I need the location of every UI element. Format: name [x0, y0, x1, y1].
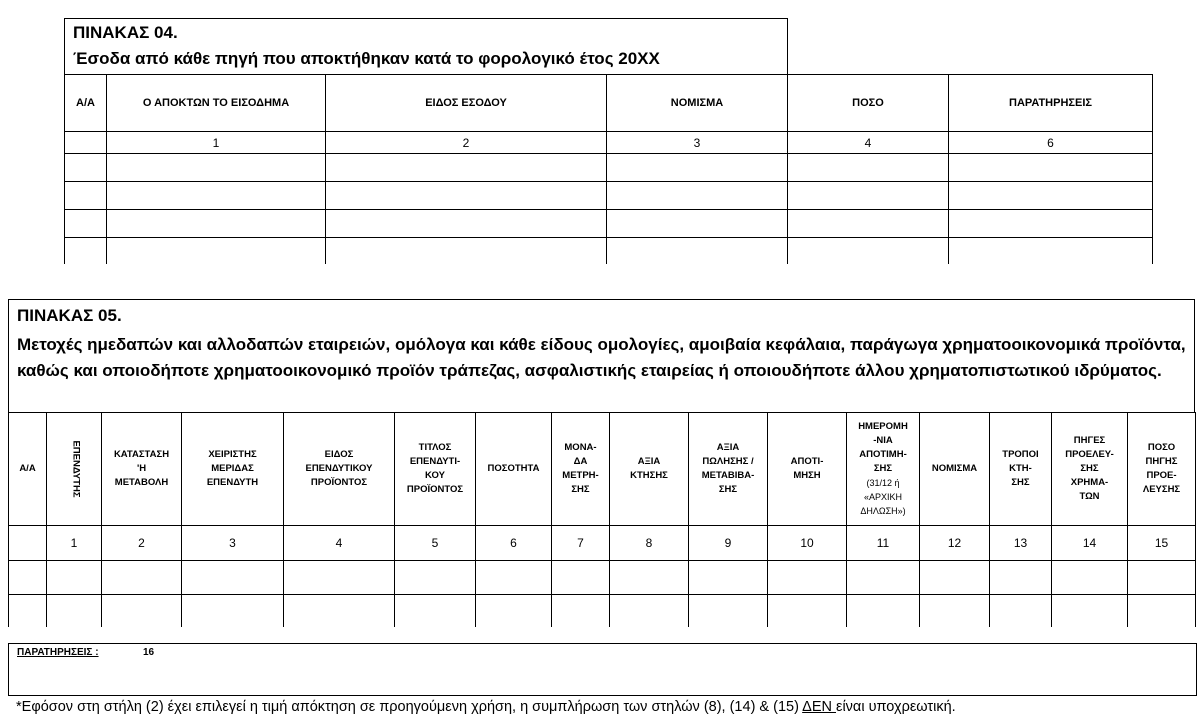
footnote-text-end: είναι υποχρεωτική.	[836, 699, 956, 715]
table04-subtitle: Έσοδα από κάθε πηγή που αποκτήθηκαν κατά το φορολογικό έτος 20ΧΧ	[73, 49, 660, 68]
table04-title-box	[64, 18, 788, 75]
table04-header-row	[65, 75, 1153, 132]
table05-cell[interactable]	[47, 561, 102, 595]
table04-col-number	[65, 132, 107, 154]
table05-cell[interactable]	[847, 595, 920, 628]
table05-cell[interactable]	[1052, 561, 1128, 595]
table04-row	[65, 210, 1153, 238]
table05-header-date-note: (31/12 ή «ΑΡΧΙΚΗ ΔΗΛΩΣΗ»)	[860, 478, 906, 516]
table05-cell[interactable]	[9, 561, 47, 595]
table04-row	[65, 238, 1153, 265]
table04-cell[interactable]	[65, 210, 107, 238]
table04	[64, 74, 1153, 264]
table05-number-row	[9, 526, 1196, 561]
table05-cell[interactable]	[768, 595, 847, 628]
table05-col-number: 15	[1128, 526, 1196, 561]
table05-header-date	[847, 413, 920, 526]
table05-title-box	[8, 299, 1195, 412]
table05-header: ΧΕΙΡΙΣΤΗΣ ΜΕΡΙΔΑΣ ΕΠΕΝΔΥΤΗ	[182, 413, 284, 526]
table04-cell[interactable]	[788, 182, 949, 210]
table05-cell[interactable]	[1128, 561, 1196, 595]
table04-cell[interactable]	[65, 154, 107, 182]
table05-col-number: 5	[395, 526, 476, 561]
table05-header: Α/Α	[9, 413, 47, 526]
table04-header: ΝΟΜΙΣΜΑ	[607, 75, 788, 132]
table05-cell[interactable]	[476, 595, 552, 628]
table05	[8, 412, 1196, 627]
table05-cell[interactable]	[552, 595, 610, 628]
table05-cell[interactable]	[395, 595, 476, 628]
table05-cell[interactable]	[9, 595, 47, 628]
table04-cell[interactable]	[607, 182, 788, 210]
table05-header-vertical-label: ΕΠΕΝΔΥΤΗΣ	[70, 440, 82, 498]
table05-header: ΠΟΣΟ ΠΗΓΗΣ ΠΡΟΕ- ΛΕΥΣΗΣ	[1128, 413, 1196, 526]
table05-header: ΠΟΣΟΤΗΤΑ	[476, 413, 552, 526]
table05-header: ΕΙΔΟΣ ΕΠΕΝΔΥΤΙΚΟΥ ΠΡΟΪΟΝΤΟΣ	[284, 413, 395, 526]
table05-cell[interactable]	[102, 595, 182, 628]
table05-col-number: 13	[990, 526, 1052, 561]
table04-header: Α/Α	[65, 75, 107, 132]
table05-row	[9, 595, 1196, 628]
table04-header: ΕΙΔΟΣ ΕΣΟΔΟΥ	[326, 75, 607, 132]
table05-col-number: 7	[552, 526, 610, 561]
table05-cell[interactable]	[920, 595, 990, 628]
table05-header-date-label: ΗΜΕΡΟΜΗ -ΝΙΑ ΑΠΟΤΙΜΗ- ΣΗΣ	[858, 421, 908, 474]
table05-cell[interactable]	[476, 561, 552, 595]
table05-header: ΠΗΓΕΣ ΠΡΟΕΛΕΥ- ΣΗΣ ΧΡΗΜΑ- ΤΩΝ	[1052, 413, 1128, 526]
table05-cell[interactable]	[552, 561, 610, 595]
table05-header: ΑΠΟΤΙ- ΜΗΣΗ	[768, 413, 847, 526]
table04-cell[interactable]	[65, 238, 107, 265]
table05-header: ΤΙΤΛΟΣ ΕΠΕΝΔΥΤΙ- ΚΟΥ ΠΡΟΪΟΝΤΟΣ	[395, 413, 476, 526]
table04-row	[65, 182, 1153, 210]
table05-title: ΠΙΝΑΚΑΣ 05.	[17, 306, 122, 325]
table04-col-number: 4	[788, 132, 949, 154]
footnote-emphasis: ΔΕΝ	[802, 699, 836, 715]
table05-cell[interactable]	[284, 595, 395, 628]
table04-cell[interactable]	[949, 154, 1153, 182]
table05-col-number: 10	[768, 526, 847, 561]
table04-cell[interactable]	[326, 154, 607, 182]
table04-header: ΠΟΣΟ	[788, 75, 949, 132]
table04-header: ΠΑΡΑΤΗΡΗΣΕΙΣ	[949, 75, 1153, 132]
table04-cell[interactable]	[788, 238, 949, 265]
table05-header: ΜΟΝΑ- ΔΑ ΜΕΤΡΗ- ΣΗΣ	[552, 413, 610, 526]
footnote-text: *Εφόσον στη στήλη (2) έχει επιλεγεί η τιμή απόκτηση σε προηγούμενη χρήση, η συμπλήρωση των στηλών (8), (14) & (15)	[16, 699, 803, 715]
remarks-box[interactable]	[8, 643, 1197, 696]
table04-cell[interactable]	[107, 210, 326, 238]
table04-cell[interactable]	[326, 182, 607, 210]
table04-cell[interactable]	[607, 210, 788, 238]
table05-cell[interactable]	[689, 561, 768, 595]
table05-cell[interactable]	[610, 595, 689, 628]
table05-subtitle: Μετοχές ημεδαπών και αλλοδαπών εταιρειών, ομόλογα και κάθε είδους ομολογίες, αμοιβαία κεφάλαια, παράγωγα χρηματοοικονομικά προϊόντα, καθώς και οποιοδήποτε χρηματοοικονομικό προϊόν τράπεζας, ασφαλιστικής εταιρείας ή οποιουδήποτε άλλου χρηματοπιστωτικού ιδρύματος.	[17, 335, 1186, 380]
table04-cell[interactable]	[949, 238, 1153, 265]
table05-cell[interactable]	[1052, 595, 1128, 628]
table05-cell[interactable]	[284, 561, 395, 595]
table04-cell[interactable]	[326, 210, 607, 238]
table04-cell[interactable]	[949, 182, 1153, 210]
footnote	[16, 699, 956, 715]
table05-col-number: 4	[284, 526, 395, 561]
table05-header: ΤΡΟΠΟΙ ΚΤΗ- ΣΗΣ	[990, 413, 1052, 526]
table04-col-number: 6	[949, 132, 1153, 154]
table05-col-number	[9, 526, 47, 561]
table05-cell[interactable]	[102, 561, 182, 595]
table04-cell[interactable]	[107, 154, 326, 182]
table04-title: ΠΙΝΑΚΑΣ 04.	[73, 23, 178, 42]
table04-col-number: 3	[607, 132, 788, 154]
table04-header: Ο ΑΠΟΚΤΩΝ ΤΟ ΕΙΣΟΔΗΜΑ	[107, 75, 326, 132]
table05-cell[interactable]	[847, 561, 920, 595]
table05-cell[interactable]	[395, 561, 476, 595]
table05-cell[interactable]	[182, 561, 284, 595]
table04-cell[interactable]	[788, 210, 949, 238]
table04-cell[interactable]	[107, 182, 326, 210]
table05-col-number: 11	[847, 526, 920, 561]
table04-cell[interactable]	[607, 238, 788, 265]
table04-col-number: 2	[326, 132, 607, 154]
table05-header: ΝΟΜΙΣΜΑ	[920, 413, 990, 526]
table04-row	[65, 154, 1153, 182]
table05-cell[interactable]	[182, 595, 284, 628]
table04-cell[interactable]	[607, 154, 788, 182]
table05-header	[47, 413, 102, 526]
table04-cell[interactable]	[326, 238, 607, 265]
table04-cell[interactable]	[949, 210, 1153, 238]
table05-cell[interactable]	[920, 561, 990, 595]
table04-col-number: 1	[107, 132, 326, 154]
table04-number-row	[65, 132, 1153, 154]
table05-col-number: 3	[182, 526, 284, 561]
table04-cell[interactable]	[107, 238, 326, 265]
table04-cell[interactable]	[65, 182, 107, 210]
table05-col-number: 6	[476, 526, 552, 561]
table05-cell[interactable]	[768, 561, 847, 595]
table05-header: ΚΑΤΑΣΤΑΣΗ 'Η ΜΕΤΑΒΟΛΗ	[102, 413, 182, 526]
table05-cell[interactable]	[990, 595, 1052, 628]
table04-cell[interactable]	[788, 154, 949, 182]
table05-cell[interactable]	[990, 561, 1052, 595]
table05-cell[interactable]	[47, 595, 102, 628]
table05-header-row	[9, 413, 1196, 526]
table05-header: ΑΞΙΑ ΚΤΗΣΗΣ	[610, 413, 689, 526]
table05-cell[interactable]	[1128, 595, 1196, 628]
table05-col-number: 14	[1052, 526, 1128, 561]
table05-col-number: 1	[47, 526, 102, 561]
table05-col-number: 12	[920, 526, 990, 561]
table05-col-number: 2	[102, 526, 182, 561]
table05-row	[9, 561, 1196, 595]
table05-col-number: 8	[610, 526, 689, 561]
table05-cell[interactable]	[610, 561, 689, 595]
remarks-number: 16	[143, 647, 155, 658]
table05-cell[interactable]	[689, 595, 768, 628]
table05-col-number: 9	[689, 526, 768, 561]
remarks-label: ΠΑΡΑΤΗΡΗΣΕΙΣ :	[17, 647, 99, 658]
table05-header: ΑΞΙΑ ΠΩΛΗΣΗΣ / ΜΕΤΑΒΙΒΑ- ΣΗΣ	[689, 413, 768, 526]
